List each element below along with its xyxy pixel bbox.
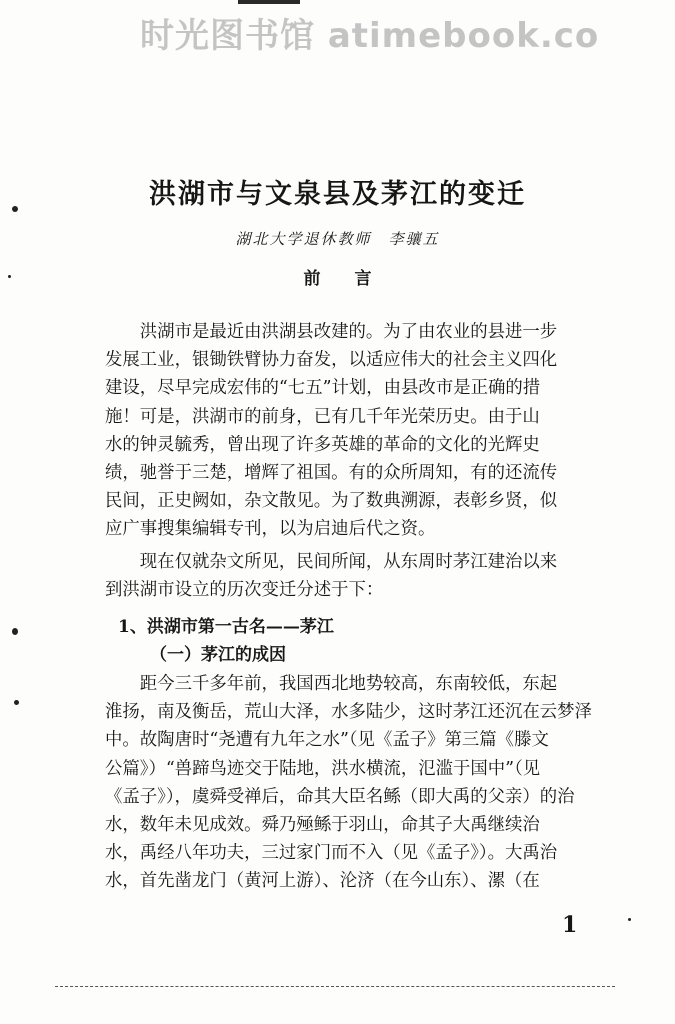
author-line: 湖北大学退休教师 李骧五 xyxy=(235,230,440,248)
watermark: 时光图书馆 atimebook.co xyxy=(140,16,600,56)
subsection-heading: （一）茅江的成因 xyxy=(150,645,286,665)
text-line: 建设，尽早完成宏伟的“七五”计划，由县改市是正确的措 xyxy=(105,378,541,399)
text-line: 应广事搜集编辑专刊，以为启迪后代之资。 xyxy=(105,519,436,540)
text-line: 绩，驰誉于三楚，增辉了祖国。有的众所周知，有的还流传 xyxy=(105,462,558,483)
text-line: 中。故陶唐时“尧遭有九年之水”（见《孟子》第三篇《滕文 xyxy=(105,730,549,751)
preface-heading: 前言 xyxy=(303,269,406,289)
paragraph-2 xyxy=(105,548,605,604)
page-title: 洪湖市与文泉县及茅江的变迁 xyxy=(149,179,526,210)
text-line: 施！可是，洪湖市的前身，已有几千年光荣历史。由于山 xyxy=(105,406,540,427)
bottom-rule xyxy=(55,986,615,987)
text-line: 《孟子》），虞舜受禅后，命其大臣名鲧（即大禹的父亲）的治 xyxy=(105,786,575,807)
scan-speck xyxy=(12,628,18,635)
text-line: 淮扬，南及衡岳，荒山大泽，水多陆少，这时茅江还沉在云梦泽 xyxy=(105,702,592,723)
text-line: 现在仅就杂文所见，民间所闻，从东周时茅江建治以来 xyxy=(105,552,558,572)
scan-speck xyxy=(14,700,19,705)
text-line: 到洪湖市设立的历次变迁分述于下： xyxy=(105,580,384,601)
scan-speck xyxy=(8,275,11,278)
scan-speck xyxy=(628,918,631,921)
text-line: 水，禹经八年功夫，三过家门而不入（见《孟子》）。大禹治 xyxy=(105,843,558,864)
section-heading: 1、洪湖市第一古名——茅江 xyxy=(118,617,334,637)
paragraph-3 xyxy=(105,670,605,896)
paragraph-1 xyxy=(105,318,605,544)
text-line: 洪湖市是最近由洪湖县改建的。为了由农业的县进一步 xyxy=(105,322,558,342)
text-line: 距今三千多年前，我国西北地势较高，东南较低，东起 xyxy=(105,674,558,694)
text-line: 民间，正史阙如，杂文散见。为了数典溯源，表彰乡贤，似 xyxy=(105,491,558,512)
text-line: 公篇》）“兽蹄鸟迹交于陆地，洪水横流，氾滥于国中”（见 xyxy=(105,758,541,779)
text-line: 发展工业，银锄铁臂协力奋发，以适应伟大的社会主义四化 xyxy=(105,350,558,371)
top-edge-mark xyxy=(238,0,300,4)
text-line: 水的钟灵毓秀，曾出现了许多英雄的革命的文化的光辉史 xyxy=(105,434,540,455)
page-number: 1 xyxy=(562,912,578,938)
text-line: 水，数年未见成效。舜乃殛鲧于羽山，命其子大禹继续治 xyxy=(105,814,540,835)
text-line: 水，首先凿龙门（黄河上游）、沦济（在今山东）、漯（在 xyxy=(105,871,540,892)
scan-speck xyxy=(12,206,18,212)
